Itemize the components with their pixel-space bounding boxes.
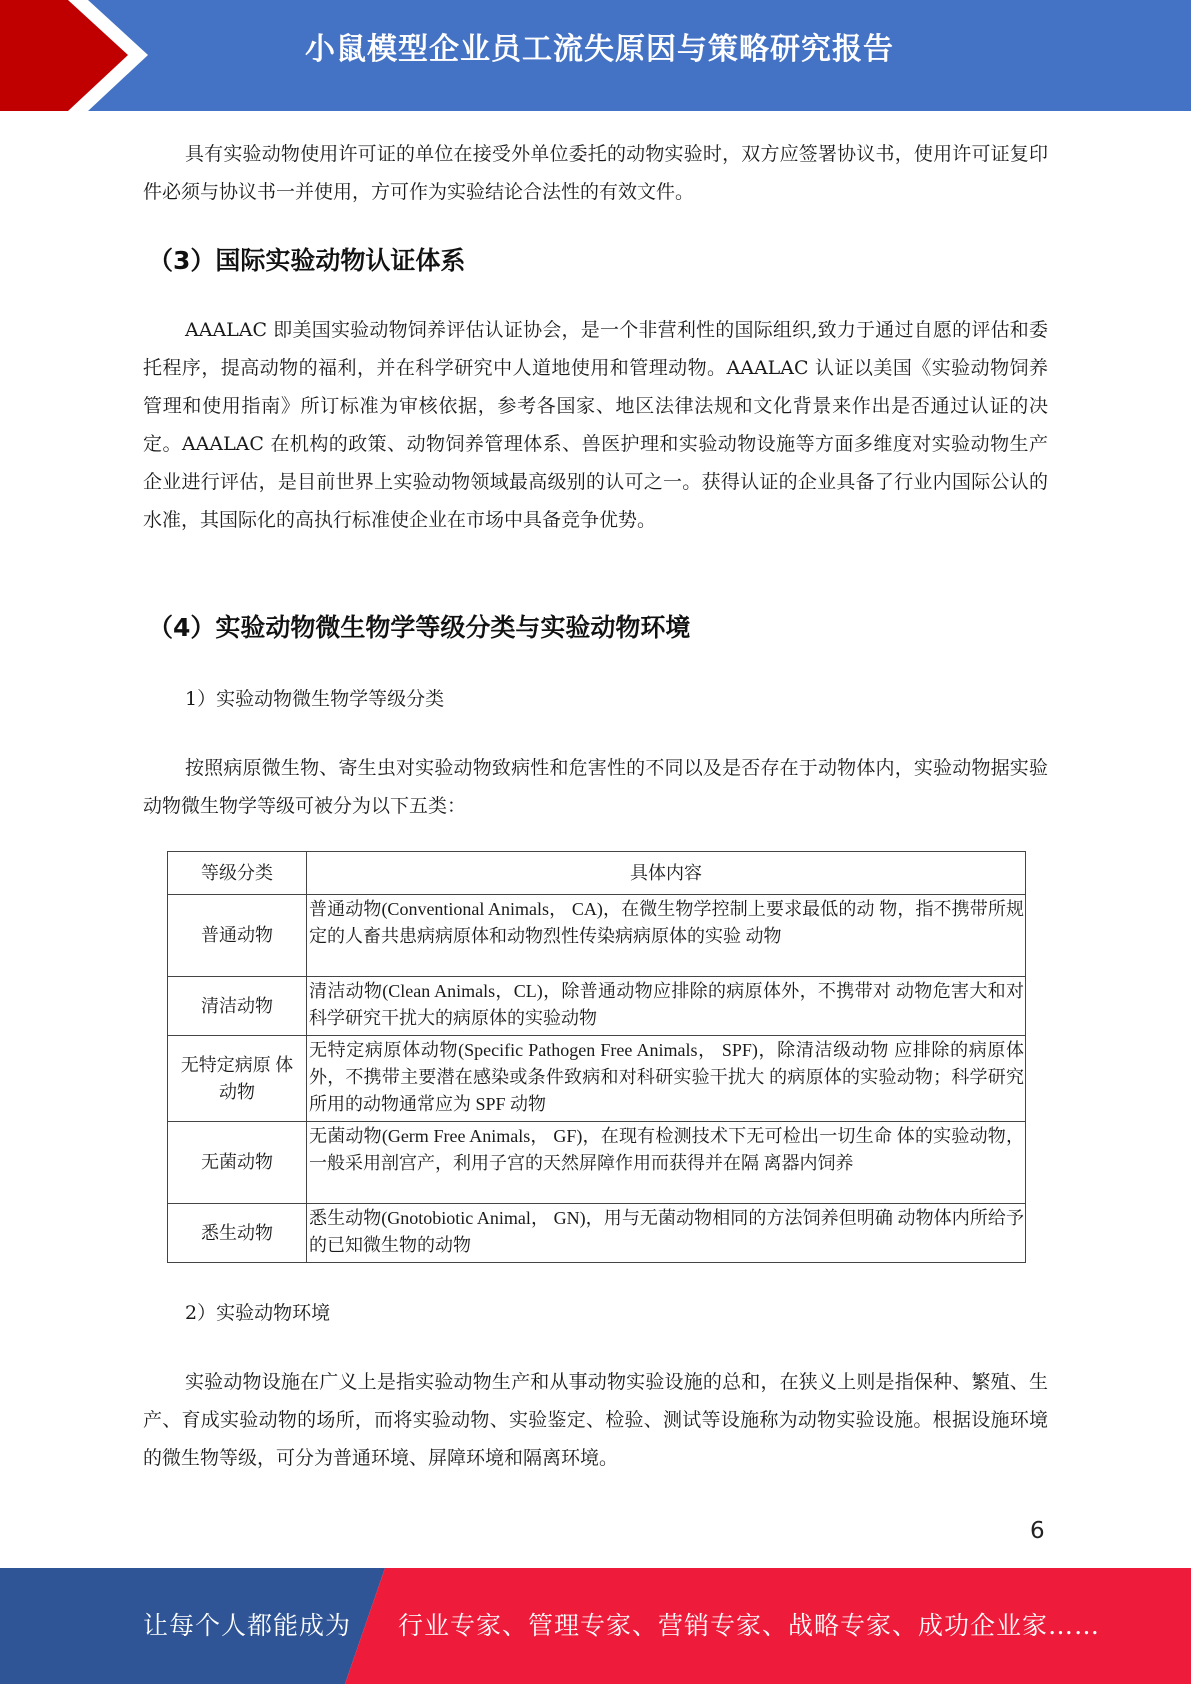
grade-description: 悉生动物(Gnotobiotic Animal， GN)，用与无菌动物相同的方法饲养但明确 动物体内所给予的已知微生物的动物: [307, 1204, 1026, 1263]
table-row: [168, 1036, 1026, 1122]
column-header-grade: 等级分类: [168, 852, 307, 895]
paragraph-aaalac: AAALAC 即美国实验动物饲养评估认证协会，是一个非营利性的国际组织,致力于通过自愿的评估和委托程序，提高动物的福利，并在科学研究中人道地使用和管理动物。AAALAC 认证以美国《实验动物饲养管理和使用指南》所订标准为审核依据，参考各国家、地区法律法规和文化背景来作出是否通过认证的决定。AAALAC 在机构的政策、动物饲养管理体系、兽医护理和实验动物设施等方面多维度对实验动物生产企业进行评估，是目前世界上实验动物领域最高级别的认可之一。获得认证的企业具备了行业内国际公认的水准，其国际化的高执行标准使企业在市场中具备竞争优势。: [143, 319, 1048, 531]
grade-category: 清洁动物: [168, 977, 307, 1036]
grade-category: 悉生动物: [168, 1204, 307, 1263]
table-row: [168, 977, 1026, 1036]
grade-description: 无特定病原体动物(Specific Pathogen Free Animals， SPF)，除清洁级动物 应排除的病原体外，不携带主要潜在感染或条件致病和对科研实验干扰大 的病原体的实验动物；科学研究所用的动物通常应为 SPF 动物: [307, 1036, 1026, 1122]
subheading-environment: 2）实验动物环境: [185, 1302, 331, 1324]
paragraph-five-classes: 按照病原微生物、寄生虫对实验动物致病性和危害性的不同以及是否存在于动物体内，实验动物据实验动物微生物学等级可被分为以下五类：: [143, 757, 1048, 817]
microbiology-grade-table: [167, 851, 1026, 1263]
grade-description: 无菌动物(Germ Free Animals， GF)，在现有检测技术下无可检出一切生命 体的实验动物，一般采用剖宫产，利用子宫的天然屏障作用而获得并在隔 离器内饲养: [307, 1122, 1026, 1204]
column-header-content: 具体内容: [307, 852, 1026, 895]
footer-slogan-right: 行业专家、管理专家、营销专家、战略专家、成功企业家……: [398, 1611, 1101, 1640]
section-heading-4: （4）实验动物微生物学等级分类与实验动物环境: [148, 613, 691, 642]
grade-category: 无菌动物: [168, 1122, 307, 1204]
table-header-row: [168, 852, 1026, 895]
grade-description: 普通动物(Conventional Animals， CA)，在微生物学控制上要求最低的动 物，指不携带所规定的人畜共患病病原体和动物烈性传染病病原体的实验 动物: [307, 895, 1026, 977]
grade-category: 无特定病原 体动物: [168, 1036, 307, 1122]
paragraph-environment: 实验动物设施在广义上是指实验动物生产和从事动物实验设施的总和，在狭义上则是指保种、繁殖、生产、育成实验动物的场所，而将实验动物、实验鉴定、检验、测试等设施称为动物实验设施。根据设施环境的微生物等级，可分为普通环境、屏障环境和隔离环境。: [143, 1371, 1048, 1469]
footer-slogan-left: 让每个人都能成为: [143, 1611, 352, 1640]
header-chevron-decoration: [0, 0, 160, 111]
subheading-classification: 1）实验动物微生物学等级分类: [185, 688, 445, 710]
table-row: [168, 1204, 1026, 1263]
page-footer: [0, 1568, 1191, 1684]
report-title: 小鼠模型企业员工流失原因与策略研究报告: [305, 32, 894, 67]
table-row: [168, 1122, 1026, 1204]
page-header: [0, 0, 1191, 111]
grade-description: 清洁动物(Clean Animals，CL)，除普通动物应排除的病原体外，不携带对 动物危害大和对科学研究干扰大的病原体的实验动物: [307, 977, 1026, 1036]
section-heading-3: （3）国际实验动物认证体系: [148, 246, 466, 275]
grade-category: 普通动物: [168, 895, 307, 977]
table-row: [168, 895, 1026, 977]
page-number: 6: [1030, 1518, 1045, 1544]
paragraph-license: 具有实验动物使用许可证的单位在接受外单位委托的动物实验时，双方应签署协议书，使用许可证复印件必须与协议书一并使用，方可作为实验结论合法性的有效文件。: [143, 143, 1048, 203]
